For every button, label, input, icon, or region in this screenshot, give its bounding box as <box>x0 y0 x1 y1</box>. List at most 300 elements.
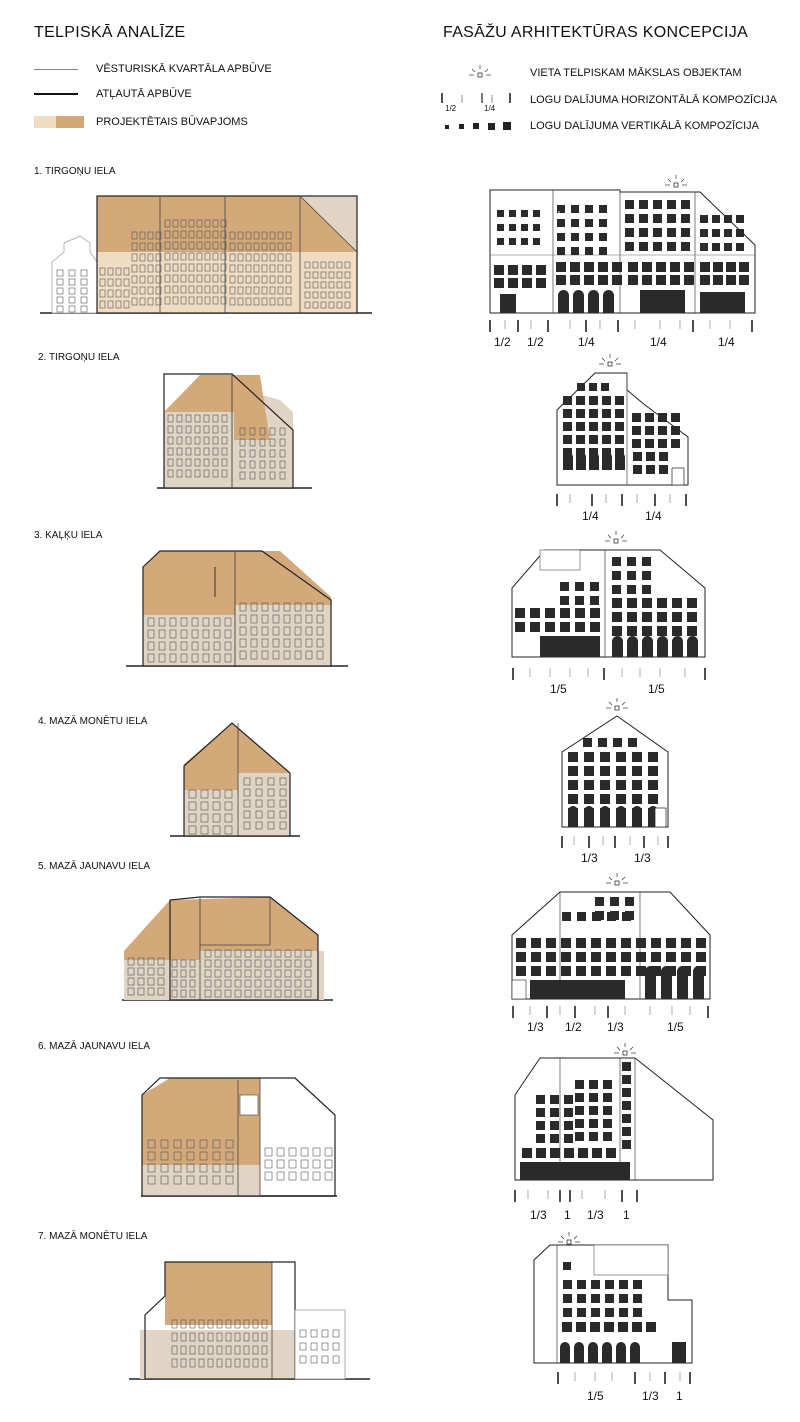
facade-window <box>536 1148 546 1158</box>
legend-vertical: LOGU DALĪJUMA VERTIKĀLĀ KOMPOZĪCIJA <box>530 120 760 132</box>
facade-window <box>645 439 654 448</box>
facade-window <box>684 262 694 272</box>
arched-window <box>588 290 599 313</box>
facade-window <box>670 262 680 272</box>
facade-window <box>536 1095 545 1104</box>
facade-window <box>612 557 621 566</box>
facade-window <box>627 557 636 566</box>
facade-window <box>667 242 676 251</box>
facade-window <box>533 210 540 217</box>
facade-window <box>589 1119 598 1128</box>
facade-window <box>612 275 622 285</box>
facade-window <box>585 247 593 255</box>
facade-window <box>632 752 642 762</box>
facade-window <box>562 1322 572 1332</box>
facade-window <box>560 596 569 605</box>
ratio-label: 1 <box>623 1208 630 1222</box>
facade-window <box>605 1280 614 1289</box>
facade-window <box>563 1262 571 1270</box>
facade-window <box>606 966 616 976</box>
arched-window <box>584 806 594 827</box>
art-object-icon <box>567 1240 571 1244</box>
facade-window <box>642 275 652 285</box>
facade-window <box>497 238 504 245</box>
facade-window <box>576 952 586 962</box>
facade-window <box>612 571 621 580</box>
facade-window <box>516 952 526 962</box>
facade-window <box>616 766 626 776</box>
facade-window <box>590 582 599 591</box>
facade-window <box>599 233 607 241</box>
facade-window <box>509 224 516 231</box>
facade-window <box>657 598 667 608</box>
facade-window <box>653 214 662 223</box>
art-object-icon <box>608 362 612 366</box>
facade-window <box>622 1114 631 1123</box>
art-object-ray <box>615 358 618 361</box>
facade-window <box>564 1148 574 1158</box>
facade-window <box>642 585 651 594</box>
facade-window <box>568 794 578 804</box>
facade-window <box>497 210 504 217</box>
facade-window <box>633 1280 642 1289</box>
facade-window <box>658 426 667 435</box>
facade-window <box>598 738 607 747</box>
facade-window <box>522 278 532 288</box>
facade-window <box>571 247 579 255</box>
facade-window <box>671 413 680 422</box>
facade-window <box>515 608 525 618</box>
facade-window <box>568 752 578 762</box>
facade-window <box>550 1134 559 1143</box>
facade-window <box>590 608 600 618</box>
facade-window <box>550 1108 559 1117</box>
facade-window <box>577 912 586 921</box>
historic-window <box>325 1172 332 1180</box>
facade-window <box>632 766 642 776</box>
facade-window <box>603 1132 612 1141</box>
ratio-label: 1/2 <box>527 335 544 349</box>
hotel-mark: H <box>555 210 561 218</box>
facade-window <box>563 409 572 418</box>
historic-window <box>277 1148 284 1156</box>
facade-window <box>642 262 652 272</box>
facade-window <box>636 966 646 976</box>
arched-window <box>612 636 623 657</box>
facade-window <box>633 1294 642 1303</box>
facade-window <box>557 233 565 241</box>
historic-window <box>289 1172 296 1180</box>
section-title-4: 4. MAZĀ MONĒTU IELA <box>38 716 148 727</box>
facade-window <box>590 1322 600 1332</box>
facade-window <box>516 938 526 948</box>
facade-window <box>700 275 710 285</box>
facade-window <box>576 966 586 976</box>
facade-window <box>546 966 556 976</box>
facade-window <box>600 752 610 762</box>
facade-window <box>599 219 607 227</box>
facade-window <box>589 1132 598 1141</box>
facade-window <box>589 396 598 405</box>
facade-window <box>571 233 579 241</box>
ratio-label: 1/4 <box>645 509 662 523</box>
arched-window <box>645 966 656 999</box>
ratio-label: 1 <box>564 1208 571 1222</box>
facade-window <box>621 952 631 962</box>
facade-window <box>726 262 736 272</box>
historic-window <box>277 1160 284 1168</box>
facade-window <box>639 242 648 251</box>
facade-window <box>589 422 598 431</box>
facade-window <box>659 465 668 474</box>
facade-window <box>713 275 723 285</box>
facade-window <box>615 409 624 418</box>
facade-window <box>561 966 571 976</box>
facade-window <box>659 452 668 461</box>
historic-window <box>240 1095 258 1115</box>
art-object-ray <box>574 1236 577 1239</box>
facade-window <box>639 200 648 209</box>
facade-window <box>656 262 666 272</box>
facade-window <box>642 626 652 636</box>
facade-window <box>651 938 661 948</box>
facade-window <box>585 205 593 213</box>
facade-window <box>601 383 609 391</box>
facade-window <box>651 952 661 962</box>
facade-window <box>602 422 611 431</box>
art-object-icon <box>615 706 619 710</box>
facade-window <box>562 912 571 921</box>
facade-window <box>536 278 546 288</box>
ratio-label: 1/3 <box>634 851 651 865</box>
facade-window <box>670 275 680 285</box>
facade-window <box>667 200 676 209</box>
art-object-ray <box>608 535 611 538</box>
facade-window <box>564 1134 573 1143</box>
arched-window <box>558 290 569 313</box>
facade-window <box>576 938 586 948</box>
facade-window <box>625 897 634 906</box>
facade-window <box>515 622 525 632</box>
facade-window <box>563 1294 572 1303</box>
facade-window <box>700 229 708 237</box>
facade-window <box>521 238 528 245</box>
projected-volume <box>165 1262 272 1325</box>
facade-window <box>627 612 637 622</box>
art-object-ray <box>602 358 605 361</box>
facade-window <box>612 262 622 272</box>
section-title-6: 6. MAZĀ JAUNAVU IELA <box>38 1041 151 1052</box>
facade-window <box>589 1106 598 1115</box>
facade-window <box>639 228 648 237</box>
facade-window <box>592 912 601 921</box>
facade-window <box>603 1119 612 1128</box>
facade-window <box>645 413 654 422</box>
facade-window <box>508 278 518 288</box>
facade-window <box>671 426 680 435</box>
facade-window <box>622 1062 631 1071</box>
facade-window <box>666 952 676 962</box>
facade-window <box>584 275 594 285</box>
section-title-7: 7. MAZĀ MONĒTU IELA <box>38 1231 148 1242</box>
facade-window <box>599 205 607 213</box>
facade-window <box>494 278 504 288</box>
facade-window <box>577 1294 586 1303</box>
facade-ground-window <box>700 292 745 313</box>
facade-window <box>627 585 636 594</box>
facade-window <box>545 608 555 618</box>
facade-window <box>612 626 622 636</box>
ratio-label: 1/2 <box>494 335 511 349</box>
ratio-label: 1/4 <box>578 335 595 349</box>
facade-window <box>724 215 732 223</box>
arched-window <box>657 636 668 657</box>
facade-window <box>667 228 676 237</box>
facade-window <box>603 1080 612 1089</box>
facade-window <box>632 1322 642 1332</box>
facade-window <box>615 396 624 405</box>
facade-window <box>600 766 610 776</box>
facade-window <box>561 952 571 962</box>
facade-window <box>648 794 658 804</box>
art-object-ray <box>622 702 625 705</box>
facade-window <box>589 1093 598 1102</box>
facade-window <box>684 275 694 285</box>
facade-window <box>612 612 622 622</box>
facade-window <box>603 1106 612 1115</box>
facade-window <box>619 1294 628 1303</box>
facade-window <box>531 952 541 962</box>
ratio-label: 1/3 <box>642 1389 659 1403</box>
arched-window <box>661 966 672 999</box>
facade-window <box>632 413 641 422</box>
historic-facade <box>164 412 234 488</box>
arched-window <box>642 636 653 657</box>
arched-window <box>574 1342 584 1363</box>
facade-window <box>576 396 585 405</box>
ratio-label: 1/5 <box>587 1389 604 1403</box>
section-title-2: 2. TIRGOŅU IELA <box>38 352 120 363</box>
facade-window <box>622 1140 631 1149</box>
ratio-label: 1/3 <box>530 1208 547 1222</box>
facade-window <box>584 794 594 804</box>
legend-tick-label-1: 1/2 <box>445 104 457 113</box>
facade-window <box>700 215 708 223</box>
facade-window <box>560 622 570 632</box>
facade-window <box>646 452 655 461</box>
facade-window <box>576 1322 586 1332</box>
arched-window <box>616 806 626 827</box>
facade-window <box>606 952 616 962</box>
art-object-ray <box>622 877 625 880</box>
ratio-label: 1/4 <box>718 335 735 349</box>
facade-window <box>687 626 697 636</box>
facade-window <box>571 219 579 227</box>
art-object-icon <box>614 539 618 543</box>
facade-window <box>632 426 641 435</box>
facade-window <box>621 966 631 976</box>
facade-window <box>602 435 611 444</box>
facade-outline <box>515 1058 713 1180</box>
facade-window <box>577 383 585 391</box>
facade-window <box>621 938 631 948</box>
facade-window <box>576 409 585 418</box>
facade-window <box>610 897 619 906</box>
facade-window <box>628 738 637 747</box>
facade-window <box>642 612 652 622</box>
facade-window <box>578 1148 588 1158</box>
facade-window <box>681 214 690 223</box>
section-title-5: 5. MAZĀ JAUNAVU IELA <box>38 861 151 872</box>
facade-door <box>655 808 666 827</box>
facade-window <box>570 262 580 272</box>
facade-window <box>556 275 566 285</box>
facade-window <box>576 435 585 444</box>
facade-window <box>606 938 616 948</box>
facade-window <box>563 1280 572 1289</box>
arched-window <box>632 806 642 827</box>
ratio-label: 1/5 <box>550 682 567 696</box>
facade-window <box>563 435 572 444</box>
arched-window <box>576 452 586 470</box>
arched-window <box>687 636 698 657</box>
facade-door <box>500 294 516 313</box>
arched-window <box>560 1342 570 1363</box>
facade-window <box>666 938 676 948</box>
arched-window <box>568 806 578 827</box>
facade-window <box>591 938 601 948</box>
facade-window <box>712 243 720 251</box>
art-object-ray <box>609 702 612 705</box>
facade-window <box>575 1106 584 1115</box>
facade-window <box>642 557 651 566</box>
facade-window <box>557 219 565 227</box>
facade-window <box>658 413 667 422</box>
facade-window <box>497 224 504 231</box>
facade-window <box>622 1075 631 1084</box>
facade-window <box>648 752 658 762</box>
facade-window <box>522 1148 532 1158</box>
facade-window <box>632 439 641 448</box>
facade-window <box>622 1101 631 1110</box>
facade-window <box>591 952 601 962</box>
facade-window <box>576 422 585 431</box>
arched-window <box>600 806 610 827</box>
arched-window <box>588 1342 598 1363</box>
art-object-icon <box>615 881 619 885</box>
facade-window <box>545 622 555 632</box>
facade-window <box>600 794 610 804</box>
facade-window <box>589 409 598 418</box>
arched-window <box>602 452 612 470</box>
historic-window <box>325 1160 332 1168</box>
facade-window <box>530 608 540 618</box>
historic-window <box>301 1148 308 1156</box>
facade-window <box>612 598 622 608</box>
facade-window <box>739 275 749 285</box>
facade-window <box>550 1095 559 1104</box>
arched-window <box>573 290 584 313</box>
facade-window <box>595 897 604 906</box>
arched-window <box>603 290 614 313</box>
facade-window <box>531 966 541 976</box>
ratio-label: 1 <box>676 1389 683 1403</box>
facade-window <box>584 752 594 762</box>
historic-window <box>265 1172 272 1180</box>
ratio-label: 1/4 <box>582 509 599 523</box>
facade-window <box>604 1322 614 1332</box>
legend-historic: VĒSTURISKĀ KVARTĀLA APBŪVE <box>96 63 272 75</box>
facade-window <box>561 938 571 948</box>
facade-window <box>632 780 642 790</box>
art-object-ray <box>630 1047 633 1050</box>
facade-window <box>521 210 528 217</box>
facade-window <box>570 275 580 285</box>
facade-window <box>546 938 556 948</box>
facade-window <box>632 794 642 804</box>
facade-window <box>536 1121 545 1130</box>
facade-window <box>615 422 624 431</box>
facade-window <box>550 1121 559 1130</box>
historic-window <box>265 1148 272 1156</box>
facade-window <box>681 200 690 209</box>
facade-window <box>575 622 585 632</box>
facade-window <box>563 1308 572 1317</box>
facade-window <box>658 439 667 448</box>
facade-window <box>533 224 540 231</box>
art-object-icon <box>674 183 678 187</box>
facade-window <box>696 938 706 948</box>
facade-window <box>509 238 516 245</box>
section-title-1: 1. TIRGOŅU IELA <box>34 166 116 177</box>
arched-window <box>630 1342 640 1363</box>
legend-projected: PROJEKTĒTAIS BŪVAPJOMS <box>96 116 248 128</box>
facade-door <box>512 980 526 999</box>
right-title: FASĀŽU ARHITEKTŪRAS KONCEPCIJA <box>443 24 749 41</box>
art-object-ray <box>668 179 671 182</box>
facade-window <box>736 243 744 251</box>
facade-window <box>681 952 691 962</box>
facade-window <box>530 622 540 632</box>
facade-window <box>628 275 638 285</box>
historic-window <box>301 1160 308 1168</box>
facade-window <box>560 608 570 618</box>
historic-window <box>313 1160 320 1168</box>
section-title-3: 3. KAĻĶU IELA <box>34 530 103 541</box>
facade-door <box>672 468 684 485</box>
facade-window <box>591 1280 600 1289</box>
historic-window <box>289 1160 296 1168</box>
art-object-icon <box>623 1051 627 1055</box>
facade-panel <box>594 1245 668 1275</box>
facade-window <box>590 622 600 632</box>
facade-window <box>672 626 682 636</box>
facade-window <box>591 1294 600 1303</box>
facade-window <box>575 1119 584 1128</box>
facade-window <box>633 465 642 474</box>
facade-window <box>575 608 585 618</box>
facade-window <box>681 242 690 251</box>
facade-window <box>585 219 593 227</box>
facade-window <box>639 214 648 223</box>
facade-window <box>656 275 666 285</box>
facade-window <box>645 426 654 435</box>
facade-window <box>736 229 744 237</box>
facade-window <box>633 452 642 461</box>
art-object-ray <box>621 535 624 538</box>
facade-window <box>726 275 736 285</box>
facade-window <box>625 228 634 237</box>
